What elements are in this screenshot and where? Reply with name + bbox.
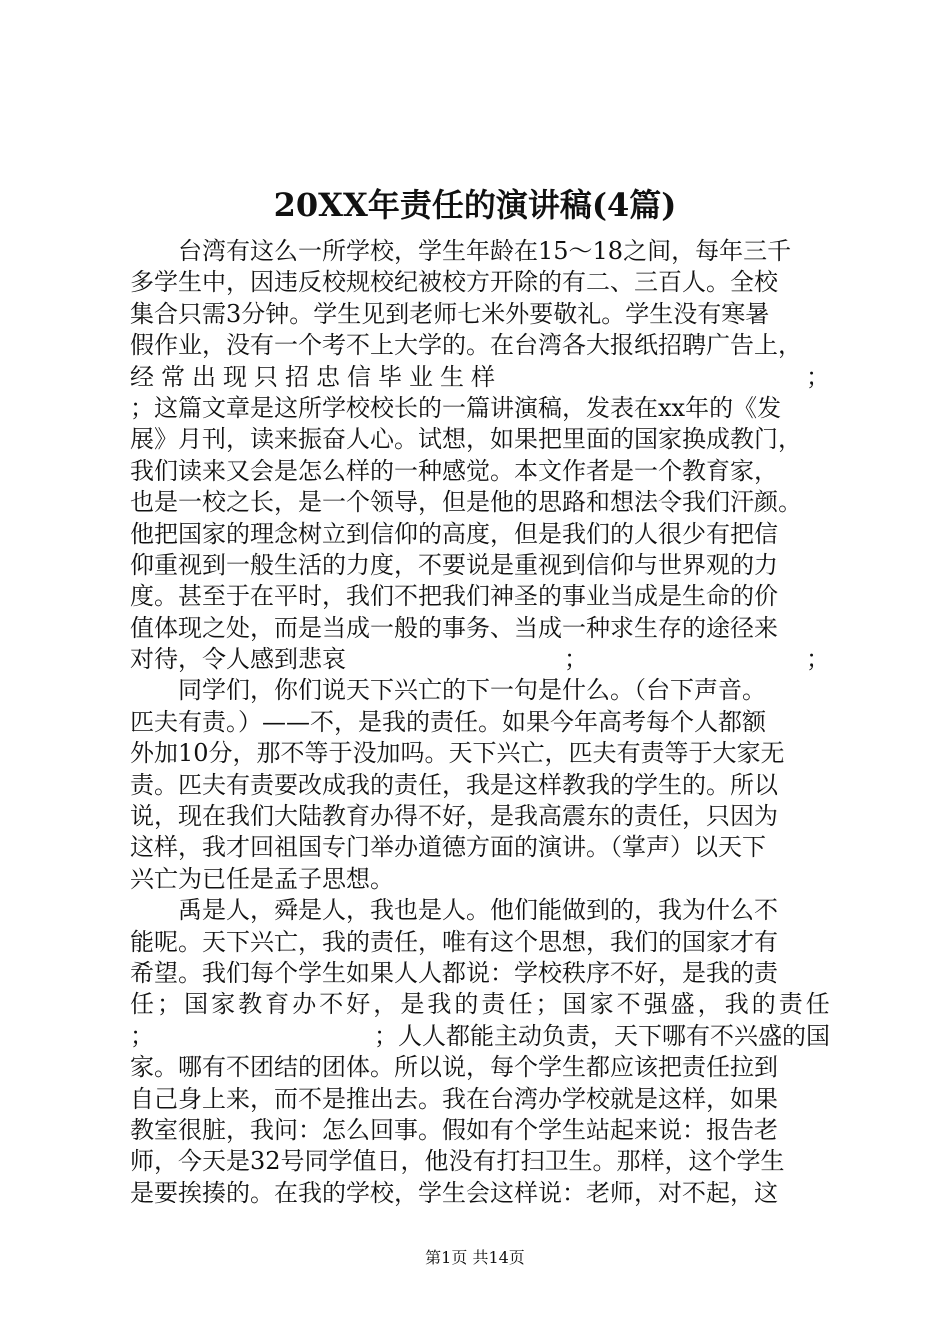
text-char: 教 [238,990,263,1019]
text-line: 假作业，没有一个考不上大学的。在台湾各大报纸招聘广告上， [130,331,802,360]
text-char: ， [373,990,398,1019]
text-line: 度。甚至于在平时，我们不把我们神圣的事业当成是生命的价 [130,582,778,611]
text-char: 不 [319,990,344,1019]
text-line: 是要挨揍的。在我的学校，学生会这样说：老师，对不起，这 [130,1178,778,1207]
text-line: ；这篇文章是这所学校校长的一篇讲演稿，发表在xx年的《发 [130,393,782,422]
text-line: 家。哪有不团结的团体。所以说，每个学生都应该把责任拉到 [130,1053,778,1082]
text-line: 希望。我们每个学生如果人人都说：学校秩序不好，是我的责 [130,958,778,987]
text-char: 任 [805,990,830,1019]
text-char: 的 [454,990,479,1019]
text-segment: ； [130,1021,154,1050]
text-line: 同学们，你们说天下兴亡的下一句是什么。（台下声音。 [178,676,766,705]
text-line: 台湾有这么一所学校，学生年龄在15～18之间，每年三千 [178,237,792,265]
text-line: 集合只需3分钟。学生见到老师七米外要敬礼。学生没有寒暑 [130,299,770,328]
text-line [130,644,830,675]
text-char: 责 [481,990,506,1019]
text-line: 这样，我才回祖国专门举办道德方面的演讲。（掌声）以天下 [130,833,766,862]
text-char: 我 [724,990,749,1019]
text-char: 国 [562,990,587,1019]
text-line: 我们读来又会是怎么样的一种感觉。本文作者是一个教育家， [130,456,778,485]
text-char: 不 [616,990,641,1019]
text-line [130,989,830,1020]
text-char: 任 [508,990,533,1019]
text-char: 办 [292,990,317,1019]
text-char: ； [157,990,182,1019]
page-number-footer: 第1页 共14页 [425,1248,525,1267]
text-char: 盛 [670,990,695,1019]
text-line: 师，今天是32号同学值日，他没有打扫卫生。那样，这个学生 [130,1147,785,1176]
text-line: 兴亡为已任是孟子思想。 [130,864,394,893]
text-line: 值体现之处，而是当成一般的事务、当成一种求生存的途径来 [130,613,778,642]
text-line: 他把国家的理念树立到信仰的高度，但是我们的人很少有把信 [130,519,778,548]
text-char: 育 [265,990,290,1019]
text-segment: ； [806,645,830,674]
text-char: 家 [211,990,236,1019]
text-line: 说，现在我们大陆教育办得不好，是我高震东的责任，只因为 [130,802,778,831]
text-line [130,1021,830,1052]
text-line: 也是一校之长，是一个领导，但是他的思路和想法令我们汗颜。 [130,488,802,517]
text-char: 国 [184,990,209,1019]
text-char: 好 [346,990,371,1019]
text-line: 能呢。天下兴亡，我的责任，唯有这个思想，我们的国家才有 [130,927,778,956]
text-segment: ；人人都能主动负责，天下哪有不兴盛的国 [374,1021,830,1050]
text-line: 自己身上来，而不是推出去。我在台湾办学校就是这样，如果 [130,1084,778,1113]
document-title: 20XX年责任的演讲稿(4篇) [273,186,677,224]
text-line: 教室很脏，我问：怎么回事。假如有个学生站起来说：报告老 [130,1115,778,1144]
text-segment: ； [806,362,830,391]
text-char: 任 [130,990,154,1019]
text-char: ， [697,990,722,1019]
text-segment: 对待，令人感到悲哀 [130,645,346,674]
text-char: 家 [589,990,614,1019]
text-segment: 经常出现只招忠信毕业生样 [130,362,502,391]
text-line [130,362,830,393]
text-char: 我 [427,990,452,1019]
text-line: 匹夫有责。）——不，是我的责任。如果今年高考每个人都额 [130,707,766,736]
text-char: 是 [400,990,425,1019]
text-char: 责 [778,990,803,1019]
text-line: 责。匹夫有责要改成我的责任，我是这样教我的学生的。所以 [130,770,778,799]
text-segment: ； [564,645,588,674]
text-line: 仰重视到一般生活的力度，不要说是重视到信仰与世界观的力 [130,550,778,579]
text-line: 展》月刊，读来振奋人心。试想，如果把里面的国家换成教门， [130,425,802,454]
text-line: 多学生中，因违反校规校纪被校方开除的有二、三百人。全校 [130,268,778,297]
text-line: 禹是人，舜是人，我也是人。他们能做到的，我为什么不 [178,896,778,925]
text-char: ； [535,990,560,1019]
text-char: 强 [643,990,668,1019]
text-char: 的 [751,990,776,1019]
text-line: 外加10分，那不等于没加吗。天下兴亡，匹夫有责等于大家无 [130,739,785,768]
document-body [130,236,830,1209]
